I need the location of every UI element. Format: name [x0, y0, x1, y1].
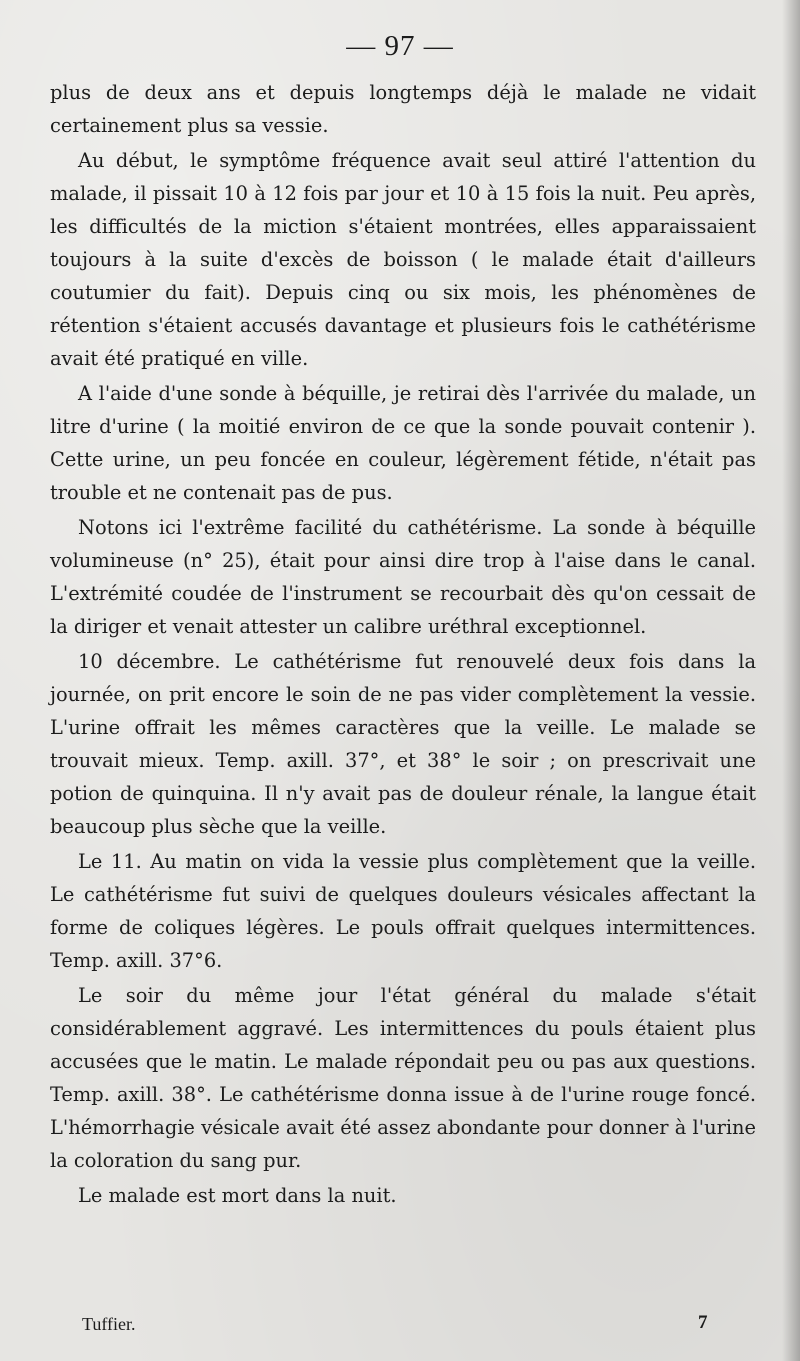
paragraph-symptoms: Au début, le symptôme fréquence avait seul attiré l'attention du malade, il pissait 10 à 12 fois par jour et 10 à 15 fois la nuit. Peu après, les difficultés de la miction s'étaient montrées, elles apparaissaient toujours à la suite d'excès de boisson ( le malade était d'ailleurs coutumier du fait). Depuis cinq ou six mois, les phénomènes de rétention s'étaient accusés davantage et plusieurs fois le cathétérisme avait été pratiqué en ville. [50, 149, 756, 370]
body-text [50, 76, 756, 1214]
paragraph-evening: Le soir du même jour l'état général du malade s'était considérablement aggravé. Les intermittences du pouls étaient plus accusées que le matin. Le malade répondait peu ou pas aux questions. Temp. axill. 38°. Le cathétérisme donna issue à de l'urine rouge foncé. L'hémorrhagie vésicale avait été assez abondante pour donner à l'urine la coloration du sang pur. [50, 984, 756, 1172]
paragraph-catheter: A l'aide d'une sonde à béquille, je retirai dès l'arrivée du malade, un litre d'urine ( la moitié environ de ce que la sonde pouvait contenir ). Cette urine, un peu foncée en couleur, légèrement fétide, n'était pas trouble et ne contenait pas de pus. [50, 382, 756, 504]
paragraph-death: Le malade est mort dans la nuit. [78, 1184, 397, 1207]
paragraph-december-11: Le 11. Au matin on vida la vessie plus complètement que la veille. Le cathétérisme fut suivi de quelques douleurs vésicales affectant la forme de coliques légères. Le pouls offrait quelques intermittences. Temp. axill. 37°6. [50, 850, 756, 972]
sheet-number: 7 [698, 1312, 708, 1333]
paragraph-continuation: plus de deux ans et depuis longtemps déjà le malade ne vidait certainement plus sa vessie. [50, 81, 756, 137]
author-signature: Tuffier. [82, 1314, 136, 1334]
paragraph-facility: Notons ici l'extrême facilité du cathétérisme. La sonde à béquille volumineuse (n° 25), était pour ainsi dire trop à l'aise dans le canal. L'extrémité coudée de l'instrument se recourbait dès qu'on cessait de la diriger et venait attester un calibre uréthral exceptionnel. [50, 516, 756, 638]
paragraph-december-10: 10 décembre. Le cathétérisme fut renouvelé deux fois dans la journée, on prit encore le soin de ne pas vider complètement la vessie. L'urine offrait les mêmes caractères que la veille. Le malade se trouvait mieux. Temp. axill. 37°, et 38° le soir ; on prescrivait une potion de quinquina. Il n'y avait pas de douleur rénale, la langue était beaucoup plus sèche que la veille. [50, 650, 756, 838]
page-number-header: — 97 — [346, 30, 454, 62]
